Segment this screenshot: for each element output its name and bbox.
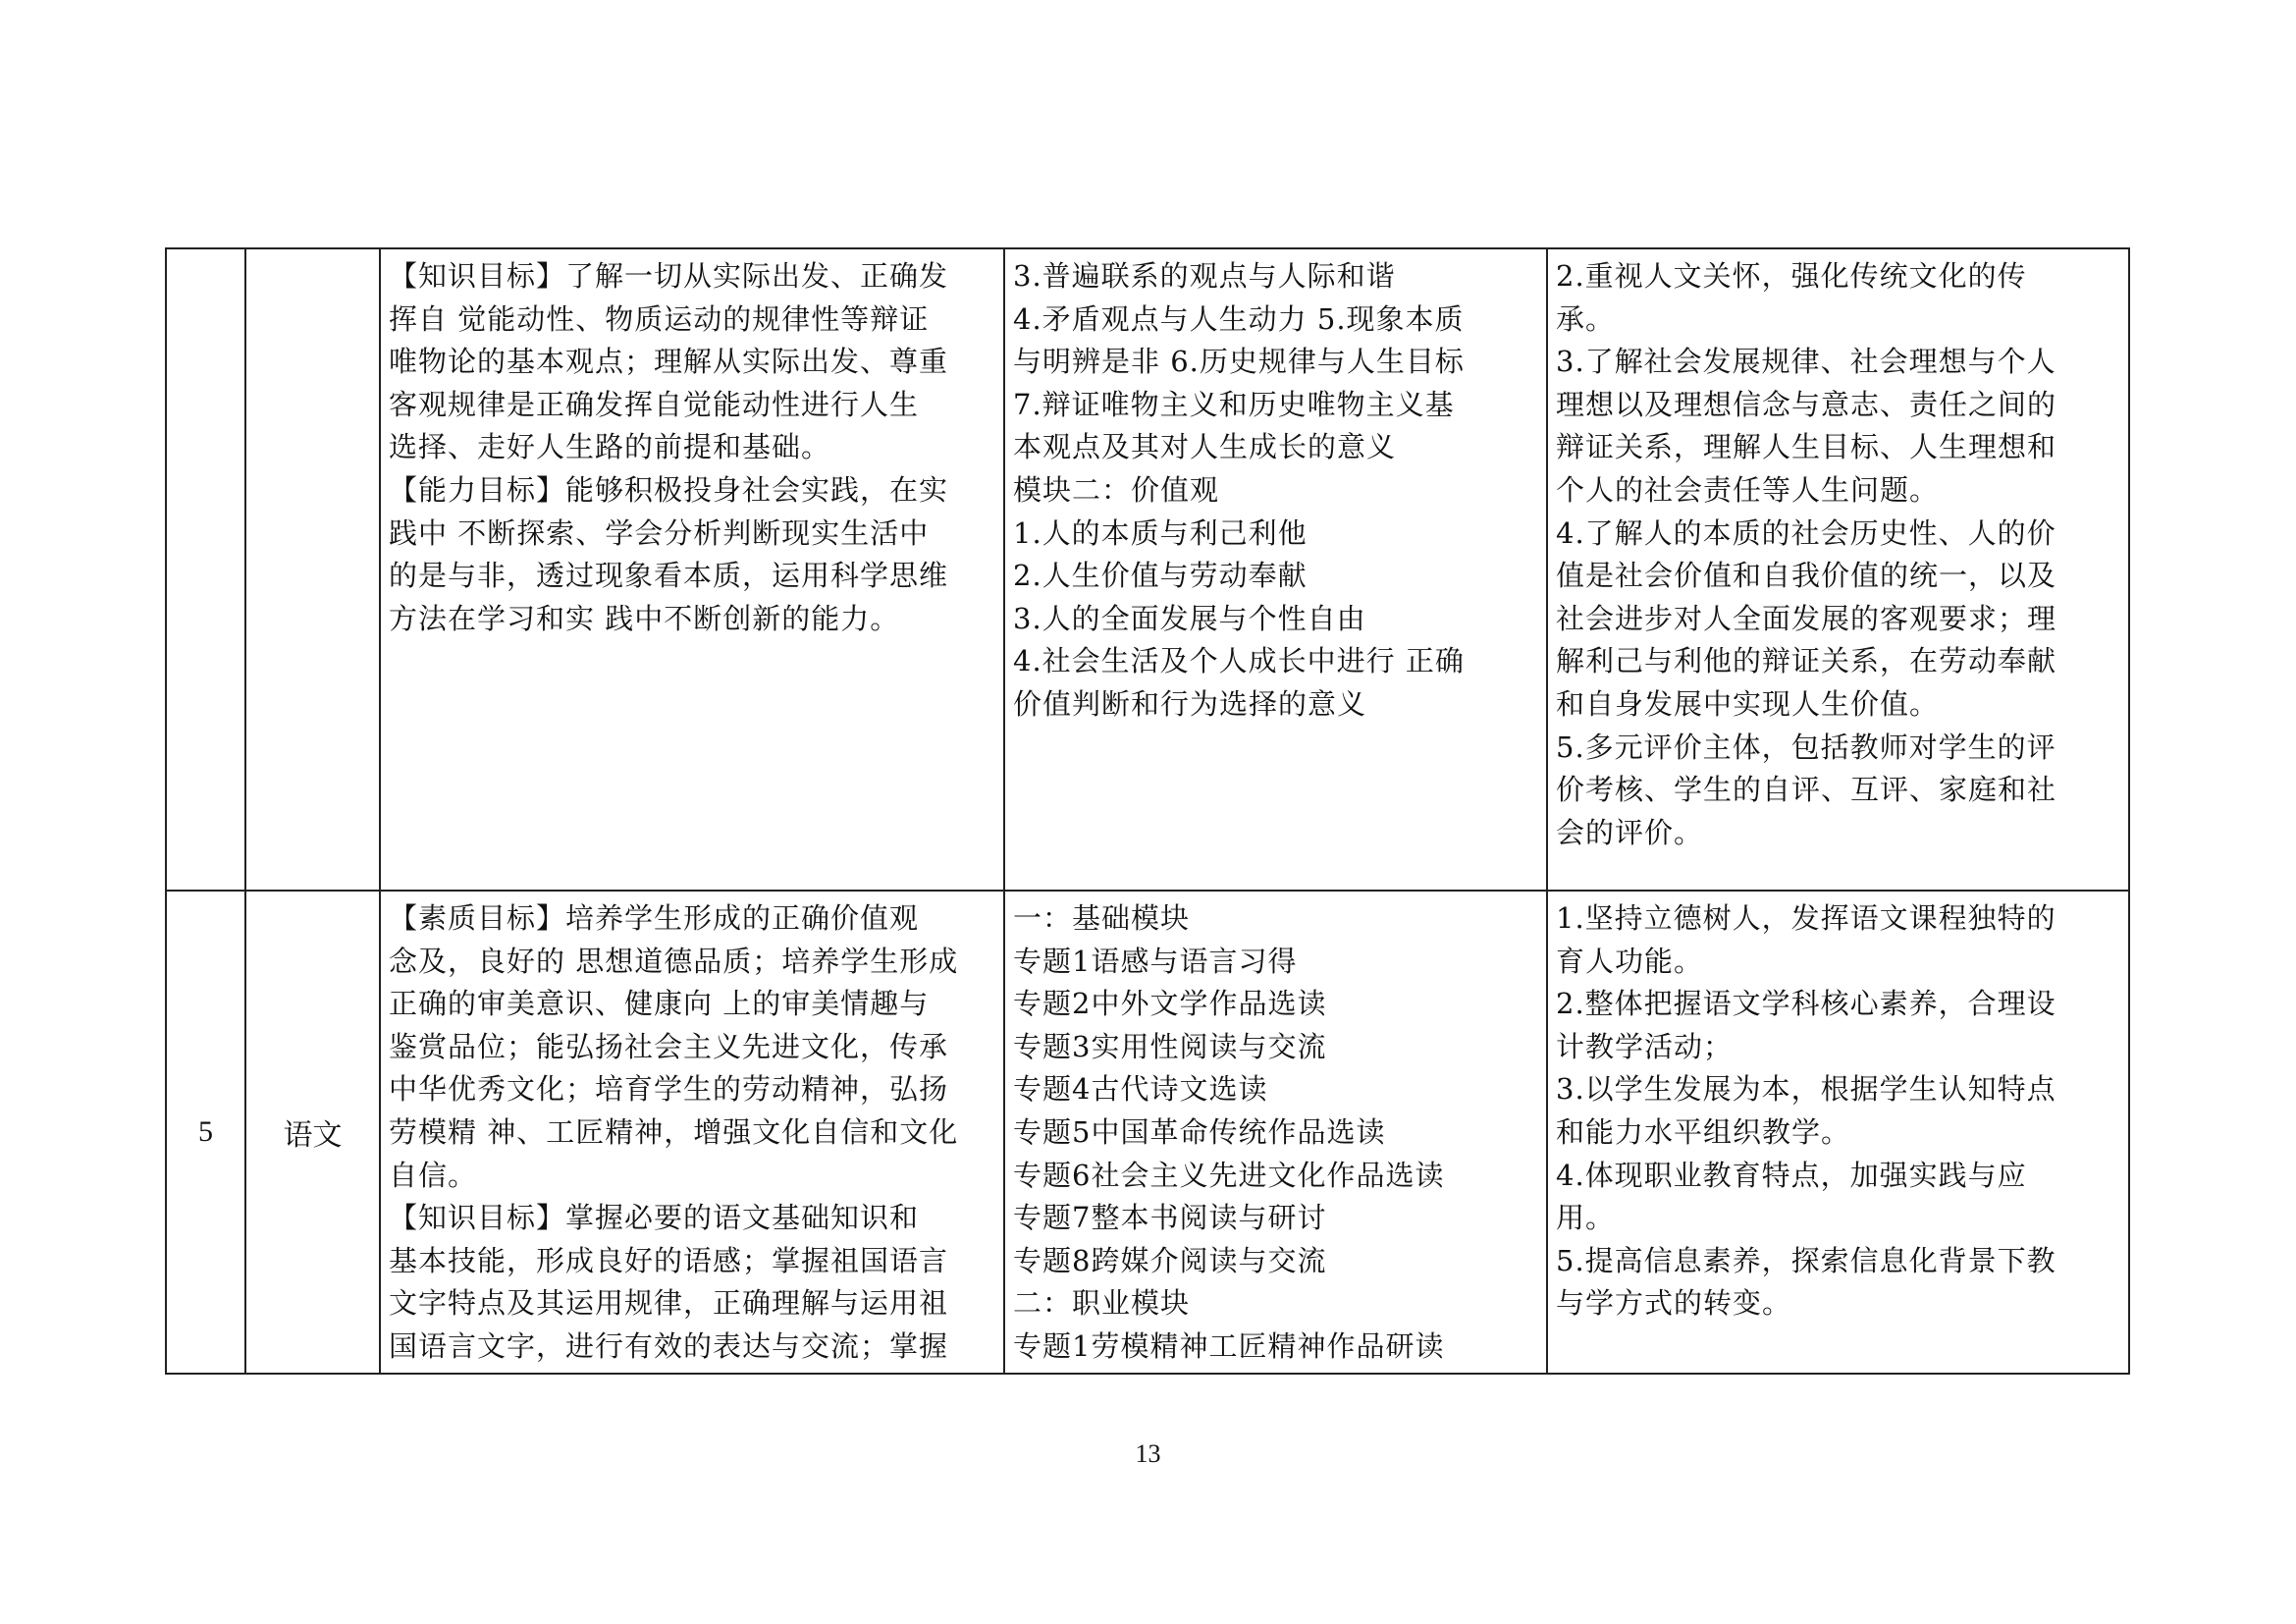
content-line: 专题4古代诗文选读 [1013, 1072, 1268, 1107]
goal-line: 念及，良好的 思想道德品质；培养学生形成 [389, 944, 959, 978]
goal-line: 国语言文字，进行有效的表达与交流；掌握 [389, 1328, 949, 1363]
course-content-cell [1004, 891, 1547, 1374]
requirement-line: 2.整体把握语文学科核心素养，合理设 [1556, 987, 2056, 1021]
content-line: 价值判断和行为选择的意义 [1013, 686, 1367, 721]
content-line: 3.人的全面发展与个性自由 [1013, 601, 1366, 635]
goal-line: 自信。 [389, 1158, 478, 1192]
requirement-line: 育人功能。 [1556, 944, 1704, 978]
content-line: 2.人生价值与劳动奉献 [1013, 559, 1308, 593]
goal-line: 方法在学习和实 践中不断创新的能力。 [389, 601, 900, 635]
page-number: 13 [1135, 1439, 1161, 1468]
requirement-line: 用。 [1556, 1201, 1616, 1235]
requirement-line: 3.了解社会发展规律、社会理想与个人 [1556, 345, 2056, 379]
content-line: 4.矛盾观点与人生动力 5.现象本质 [1013, 301, 1465, 336]
content-line: 专题1语感与语言习得 [1013, 944, 1298, 978]
content-line: 专题5中国革命传统作品选读 [1013, 1114, 1386, 1149]
requirement-line: 承。 [1556, 301, 1616, 336]
goal-line: 唯物论的基本观点；理解从实际出发、尊重 [389, 345, 949, 379]
requirement-line: 4.了解人的本质的社会历史性、人的价 [1556, 515, 2056, 550]
goal-line: 中华优秀文化；培育学生的劳动精神，弘扬 [389, 1072, 949, 1107]
requirement-line: 5.多元评价主体，包括教师对学生的评 [1556, 730, 2056, 764]
content-line: 模块二：价值观 [1013, 472, 1220, 507]
content-line: 专题2中外文学作品选读 [1013, 987, 1327, 1021]
content-line: 一：基础模块 [1013, 901, 1191, 935]
goal-line: 基本技能，形成良好的语感；掌握祖国语言 [389, 1243, 949, 1277]
content-line: 专题3实用性阅读与交流 [1013, 1029, 1327, 1063]
goal-line: 劳模精 神、工匠精神，增强文化自信和文化 [389, 1114, 959, 1149]
content-line: 4.社会生活及个人成长中进行 正确 [1013, 644, 1465, 678]
goal-line: 正确的审美意识、健康向 上的审美情趣与 [389, 987, 930, 1021]
goal-line: 【知识目标】掌握必要的语文基础知识和 [389, 1201, 920, 1235]
requirement-line: 值是社会价值和自我价值的统一，以及 [1556, 559, 2057, 593]
goal-line: 鉴赏品位；能弘扬社会主义先进文化，传承 [389, 1029, 949, 1063]
requirement-line: 3.以学生发展为本，根据学生认知特点 [1556, 1072, 2056, 1107]
requirement-line: 1.坚持立德树人，发挥语文课程独特的 [1556, 901, 2056, 935]
goal-line: 的是与非，透过现象看本质，运用科学思维 [389, 559, 949, 593]
teaching-requirements-cell [1547, 891, 2129, 1374]
goal-line: 【能力目标】能够积极投身社会实践，在实 [389, 472, 949, 507]
goal-line: 客观规律是正确发挥自觉能动性进行人生 [389, 387, 920, 421]
content-line: 专题6社会主义先进文化作品选读 [1013, 1158, 1445, 1192]
requirement-line: 2.重视人文关怀，强化传统文化的传 [1556, 259, 2027, 293]
course-goals-cell [380, 248, 1004, 891]
table-row [166, 248, 2129, 891]
requirement-line: 4.体现职业教育特点，加强实践与应 [1556, 1158, 2027, 1192]
content-line: 7.辩证唯物主义和历史唯物主义基 [1013, 387, 1455, 421]
goal-line: 【知识目标】了解一切从实际出发、正确发 [389, 259, 949, 293]
course-name-cell: 语文 [245, 891, 380, 1374]
content-line: 二：职业模块 [1013, 1286, 1191, 1321]
goal-line: 践中 不断探索、学会分析判断现实生活中 [389, 515, 930, 550]
course-name-cell [245, 248, 380, 891]
content-line: 本观点及其对人生成长的意义 [1013, 430, 1397, 464]
content-line: 专题1劳模精神工匠精神作品研读 [1013, 1328, 1445, 1363]
requirement-line: 价考核、学生的自评、互评、家庭和社 [1556, 773, 2057, 807]
row-number-cell [166, 248, 245, 891]
content-line: 专题8跨媒介阅读与交流 [1013, 1243, 1327, 1277]
content-line: 3.普遍联系的观点与人际和谐 [1013, 259, 1396, 293]
requirement-line: 个人的社会责任等人生问题。 [1556, 472, 1940, 507]
row-number-cell: 5 [166, 891, 245, 1374]
course-content-cell [1004, 248, 1547, 891]
requirement-line: 与学方式的转变。 [1556, 1286, 1792, 1321]
requirement-line: 会的评价。 [1556, 815, 1704, 849]
curriculum-table [165, 247, 2130, 1375]
goal-line: 文字特点及其运用规律，正确理解与运用祖 [389, 1286, 949, 1321]
requirement-line: 辩证关系，理解人生目标、人生理想和 [1556, 430, 2057, 464]
table-row [166, 891, 2129, 1374]
goal-line: 选择、走好人生路的前提和基础。 [389, 430, 831, 464]
requirement-line: 社会进步对人全面发展的客观要求；理 [1556, 601, 2057, 635]
content-line: 1.人的本质与利己利他 [1013, 515, 1308, 550]
requirement-line: 和能力水平组织教学。 [1556, 1114, 1851, 1149]
requirement-line: 和自身发展中实现人生价值。 [1556, 686, 1940, 721]
requirement-line: 解利己与利他的辩证关系，在劳动奉献 [1556, 644, 2057, 678]
teaching-requirements-cell [1547, 248, 2129, 891]
requirement-line: 理想以及理想信念与意志、责任之间的 [1556, 387, 2057, 421]
content-line: 与明辨是非 6.历史规律与人生目标 [1013, 345, 1465, 379]
requirement-line: 5.提高信息素养，探索信息化背景下教 [1556, 1243, 2056, 1277]
course-goals-cell [380, 891, 1004, 1374]
goal-line: 【素质目标】培养学生形成的正确价值观 [389, 901, 920, 935]
requirement-line: 计教学活动； [1556, 1029, 1734, 1063]
goal-line: 挥自 觉能动性、物质运动的规律性等辩证 [389, 301, 930, 336]
content-line: 专题7整本书阅读与研讨 [1013, 1201, 1327, 1235]
